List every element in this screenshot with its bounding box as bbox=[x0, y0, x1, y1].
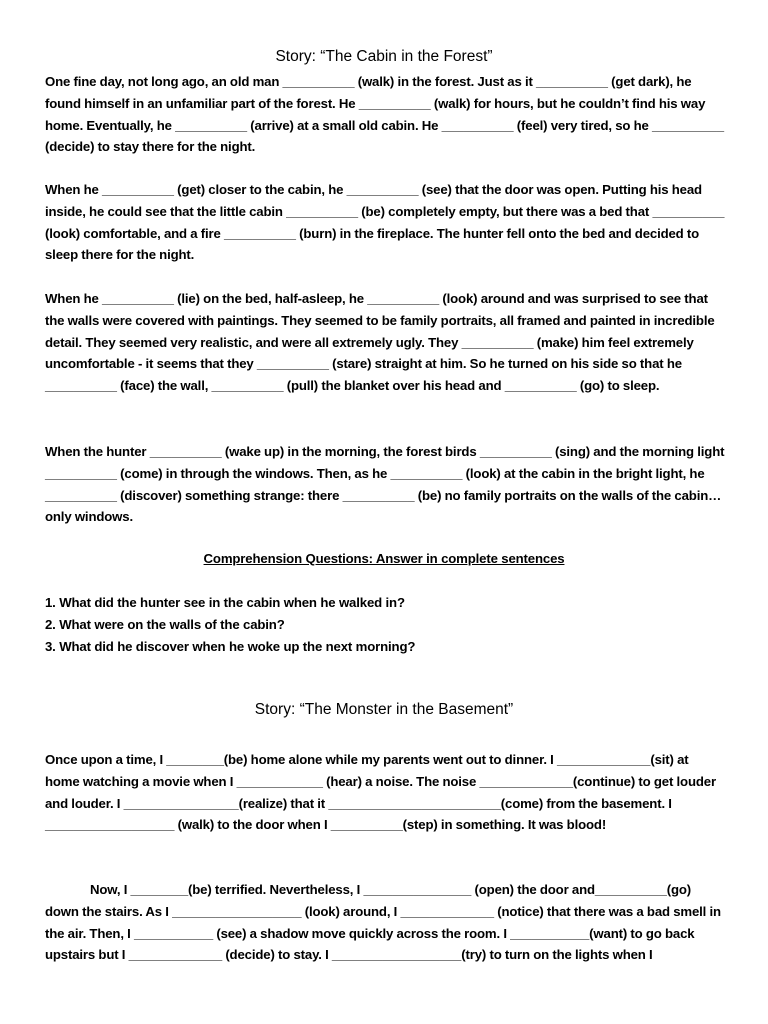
comprehension-heading: Comprehension Questions: Answer in complete sentences bbox=[203, 551, 565, 566]
question-3: 3. What did he discover when he woke up the next morning? bbox=[45, 639, 416, 654]
story2-paragraph-1: Once upon a time, I ________(be) home alone while my parents went out to dinner. I _____________(sit) at home watching a movie when I ____________ (hear) a noise. The noise _____________(continue) to get louder and louder. I ________________(realize) that it ________________________(come) from the basement. I __________________ (walk) to the door when I __________(step) in something. It was blood! bbox=[45, 752, 716, 833]
question-2: 2. What were on the walls of the cabin? bbox=[45, 617, 285, 632]
story1-paragraph-3: When he __________ (lie) on the bed, half-asleep, he __________ (look) around and was surprised to see that the walls were covered with paintings. They seemed to be family portraits, all framed and painted in incredible detail. They seemed very realistic, and were all extremely ugly. They __________ (make) him feel extremely uncomfortable - it seems that they __________ (stare) straight at him. So he turned on his side so that he __________ (face) the wall, __________ (pull) the blanket over his head and __________ (go) to sleep. bbox=[45, 291, 715, 394]
story1-paragraph-2: When he __________ (get) closer to the cabin, he __________ (see) that the door was open. Putting his head inside, he could see that the little cabin __________ (be) completely empty, but there was a bed that __________ (look) comfortable, and a fire __________ (burn) in the fireplace. The hunter fell onto the bed and decided to sleep there for the night. bbox=[45, 182, 725, 263]
story1-paragraph-4: When the hunter __________ (wake up) in the morning, the forest birds __________ (sing) and the morning light __________ (come) in through the windows. Then, as he __________ (look) at the cabin in the bright light, he __________ (discover) something strange: there __________ (be) no family portraits on the walls of the cabin… only windows. bbox=[45, 444, 725, 525]
story2-paragraph-2: Now, I ________(be) terrified. Nevertheless, I _______________ (open) the door and__________(go) down the stairs. As I __________________ (look) around, I _____________ (notice) that there was a bad smell in the air. Then, I ___________ (see) a shadow move quickly across the room. I ___________(want) to go back upstairs but I _____________ (decide) to stay. I __________________(try) to turn on the lights when I bbox=[45, 882, 721, 963]
story2-title: Story: “The Monster in the Basement” bbox=[254, 701, 514, 718]
story1-title: Story: “The Cabin in the Forest” bbox=[275, 48, 493, 65]
story1-paragraph-1: One fine day, not long ago, an old man __________ (walk) in the forest. Just as it __________ (get dark), he found himself in an unfamiliar part of the forest. He __________ (walk) for hours, but he couldn’t find his way home. Eventually, he __________ (arrive) at a small old cabin. He __________ (feel) very tired, so he __________ (decide) to stay there for the night. bbox=[45, 74, 724, 155]
question-1: 1. What did the hunter see in the cabin when he walked in? bbox=[45, 595, 405, 610]
